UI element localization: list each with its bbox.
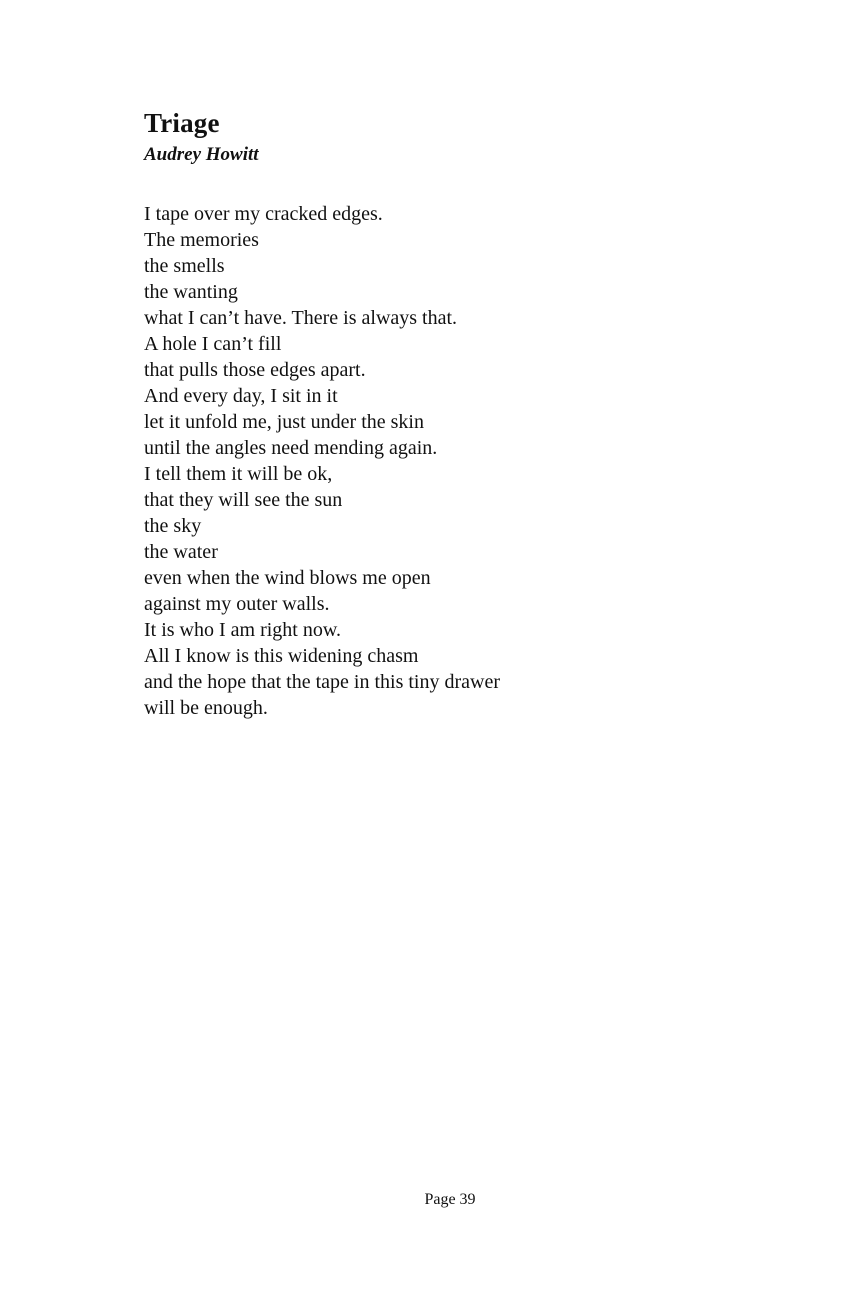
poem-page (144, 104, 744, 721)
poem-line: that they will see the sun (144, 489, 343, 511)
poem-author: Audrey Howitt (144, 144, 259, 165)
poem-line: let it unfold me, just under the skin (144, 411, 424, 433)
poem-title: Triage (144, 108, 220, 138)
poem-line: the sky (144, 515, 202, 537)
poem-line: even when the wind blows me open (144, 567, 431, 589)
poem-line: I tell them it will be ok, (144, 463, 333, 485)
poem-line: will be enough. (144, 697, 268, 719)
poem-line: against my outer walls. (144, 593, 330, 615)
poem-body (144, 201, 744, 721)
poem-line: the water (144, 541, 218, 563)
poem-line: The memories (144, 229, 259, 251)
poem-line: And every day, I sit in it (144, 385, 338, 407)
poem-line: It is who I am right now. (144, 619, 342, 641)
poem-line: that pulls those edges apart. (144, 359, 366, 381)
page-number: Page 39 (424, 1191, 476, 1208)
poem-line: I tape over my cracked edges. (144, 203, 383, 225)
poem-line: what I can’t have. There is always that. (144, 307, 458, 329)
poem-line: the wanting (144, 281, 238, 303)
poem-line: All I know is this widening chasm (144, 645, 419, 667)
poem-line: the smells (144, 255, 225, 277)
poem-line: until the angles need mending again. (144, 437, 438, 459)
poem-line: and the hope that the tape in this tiny drawer (144, 671, 501, 693)
poem-line: A hole I can’t fill (144, 333, 282, 355)
